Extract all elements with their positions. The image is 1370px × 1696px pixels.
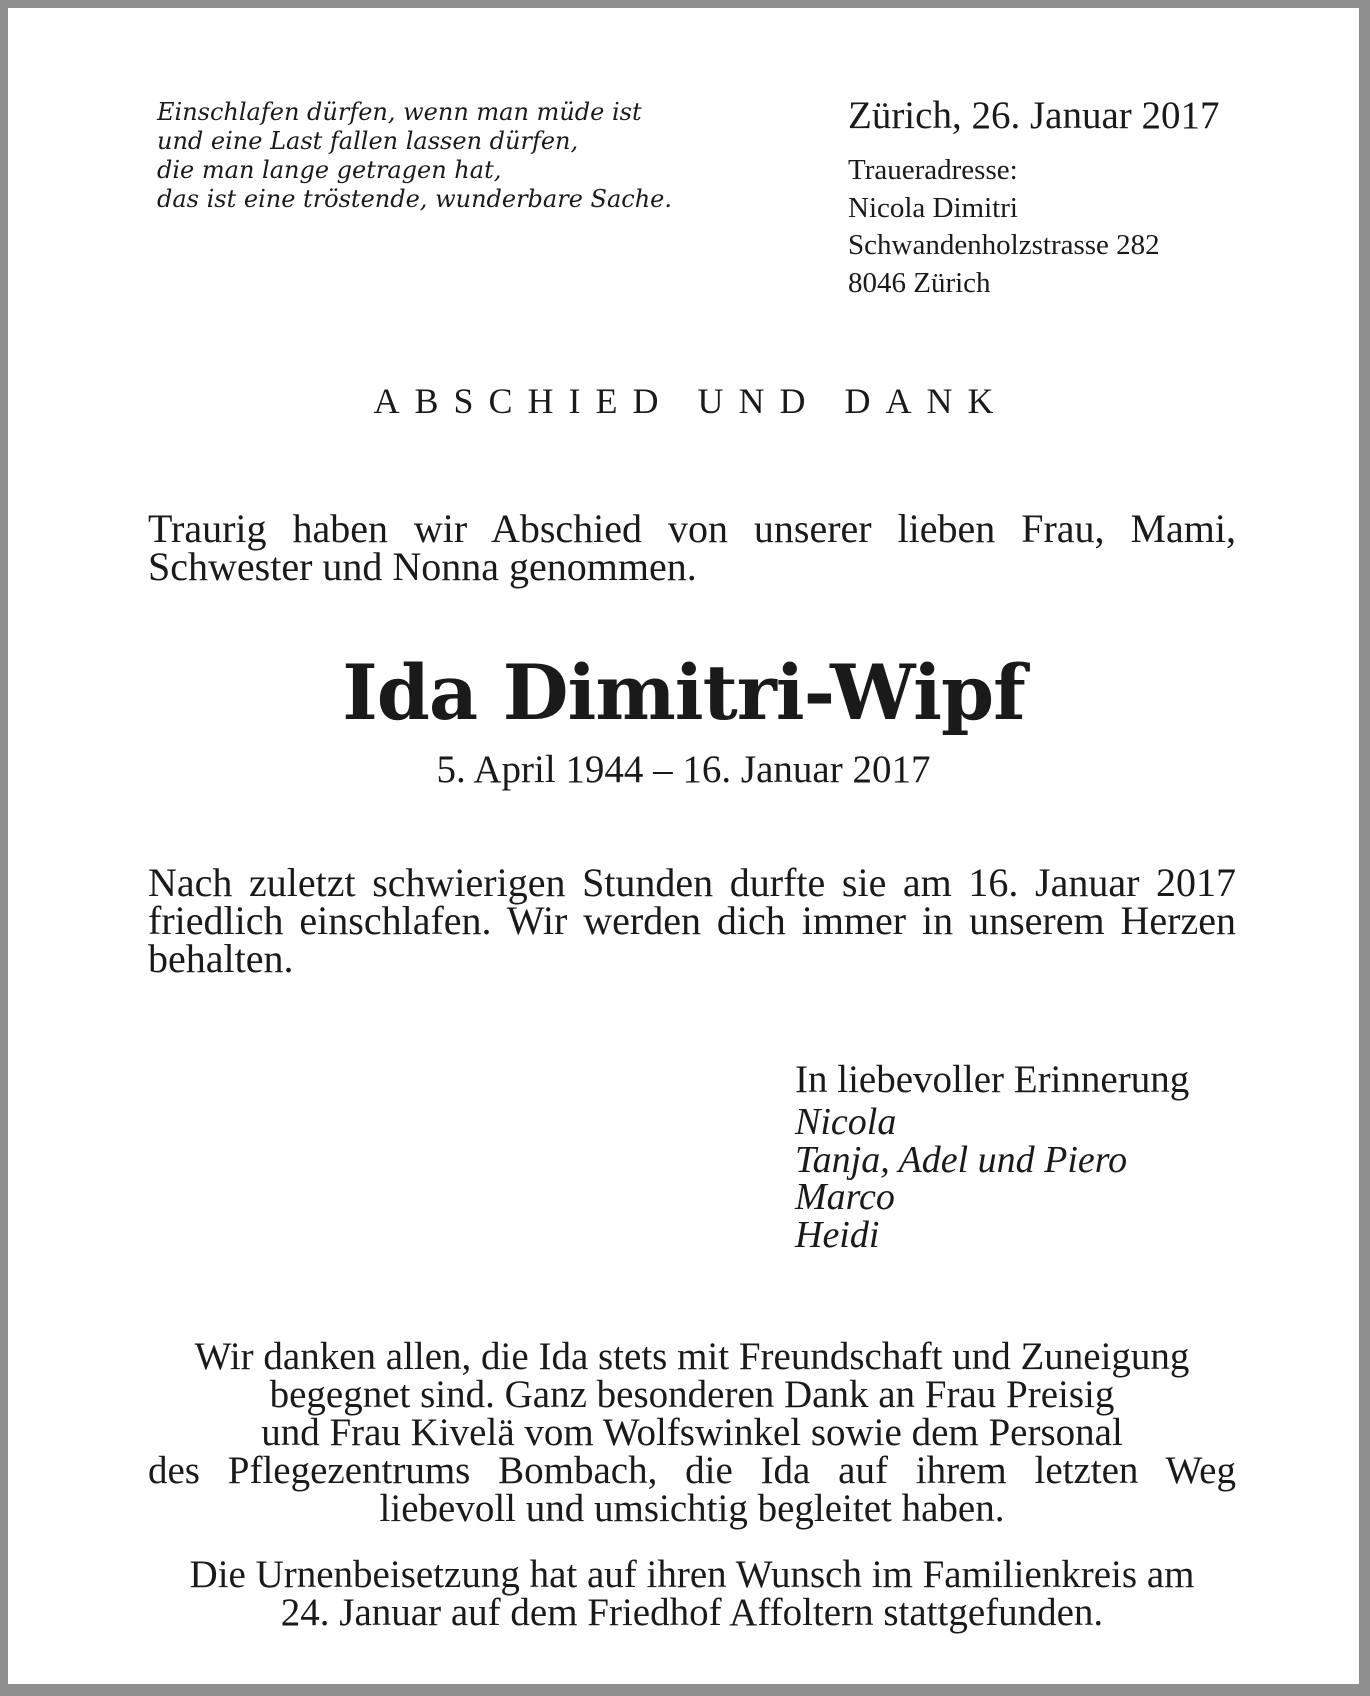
thanks-line: des Pflegezentrums Bombach, die Ida auf ihrem letzten Weg [148, 1449, 1236, 1492]
burial-line: Die Urnenbeisetzung hat auf ihren Wunsch im Familienkreis am [189, 1553, 1195, 1596]
thanks-line: begegnet sind. Ganz besonderen Dank an Frau Preisig [269, 1373, 1115, 1416]
family-name: Marco [795, 1176, 895, 1218]
thanks-line: Wir danken allen, die Ida stets mit Freundschaft und Zuneigung [194, 1335, 1190, 1378]
obituary-page [8, 8, 1359, 1684]
burial-line: 24. Januar auf dem Friedhof Affoltern stattgefunden. [280, 1591, 1104, 1634]
poem-line: und eine Last fallen lassen dürfen, [157, 127, 579, 155]
address-street: Schwandenholzstrasse 282 [848, 229, 1160, 261]
address-name: Nicola Dimitri [848, 191, 1018, 224]
burial-text [148, 1553, 1236, 1634]
thanks-text [148, 1335, 1236, 1530]
deceased-name: Ida Dimitri-Wipf [342, 648, 1025, 737]
life-dates: 5. April 1944 – 16. Januar 2017 [436, 748, 931, 791]
family-name: Heidi [795, 1213, 880, 1256]
memory-label: In liebevoller Erinnerung [795, 1058, 1190, 1101]
family-names [795, 1101, 1128, 1256]
poem [157, 98, 717, 214]
passing-text: Nach zuletzt schwierigen Stunden durfte sie am 16. Januar 2017 friedlich einschlafen. Wir werden dich immer in unserem Herzen behalten. [148, 860, 1236, 981]
family-name: Nicola [795, 1101, 897, 1143]
poem-line: Einschlafen dürfen, wenn man müde ist [157, 98, 642, 126]
thanks-line: liebevoll und umsichtig begleitet haben. [379, 1487, 1005, 1530]
thanks-line: und Frau Kivelä vom Wolfswinkel sowie dem Personal [261, 1411, 1123, 1454]
family-name: Tanja, Adel und Piero [795, 1138, 1128, 1181]
place-date: Zürich, 26. Januar 2017 [848, 94, 1220, 137]
section-heading: ABSCHIED UND DANK [373, 381, 1009, 421]
mourning-address [848, 152, 1160, 302]
address-label: Traueradresse: [848, 154, 1018, 186]
intro-text: Traurig haben wir Abschied von unserer lieben Frau, Mami, Schwester und Nonna genommen. [148, 506, 1236, 589]
poem-line: die man lange getragen hat, [157, 156, 502, 184]
poem-line: das ist eine tröstende, wunderbare Sache. [157, 185, 673, 213]
address-city: 8046 Zürich [848, 266, 991, 299]
